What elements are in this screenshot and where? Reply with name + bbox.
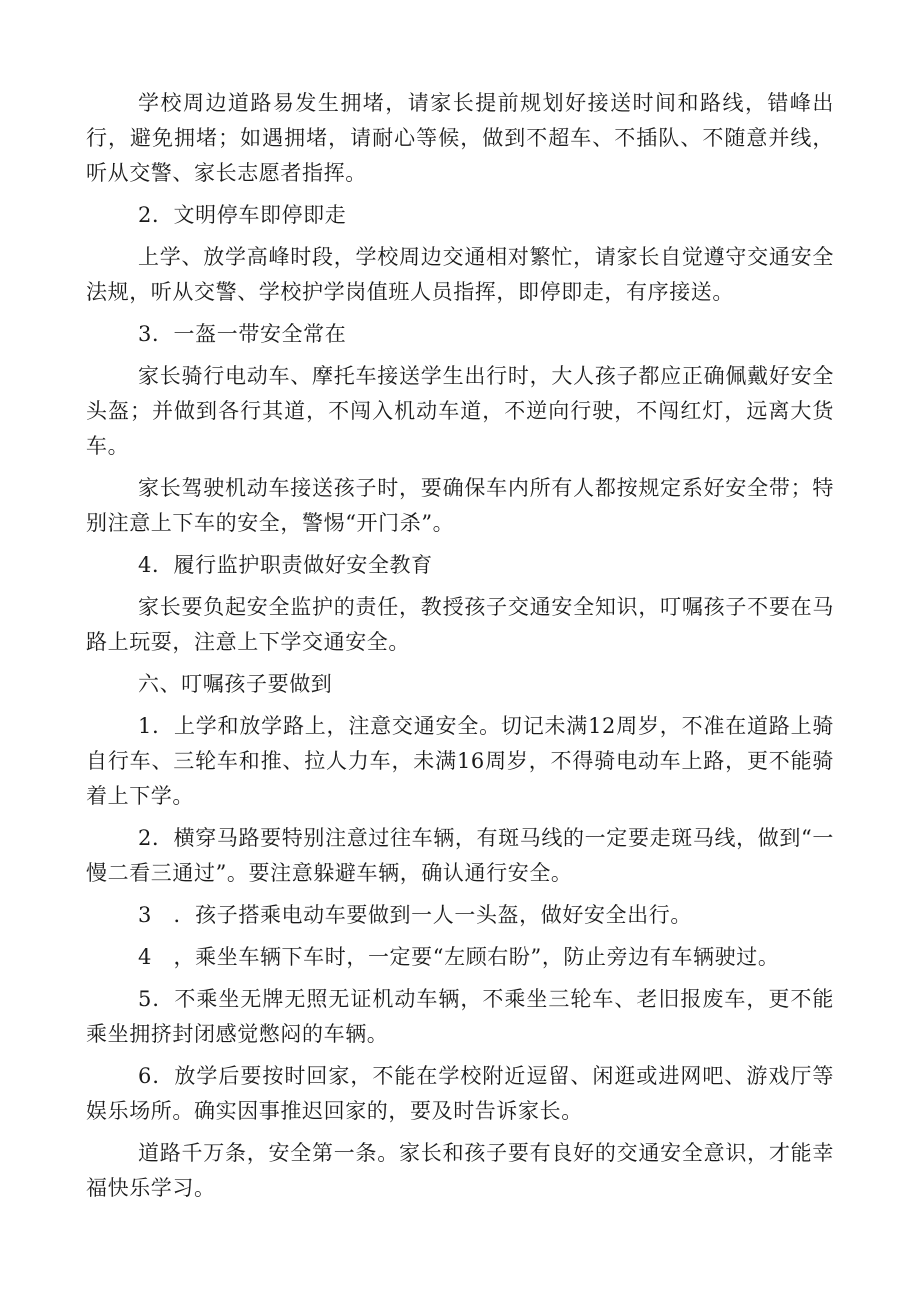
paragraph-parking: 上学、放学高峰时段，学校周边交通相对繁忙，请家长自觉遵守交通安全法规，听从交警、学校护学岗值班人员指挥，即停即走，有序接送。 xyxy=(86,245,834,304)
heading-guardianship: 4．履行监护职责做好安全教育 xyxy=(138,553,433,577)
paragraph-helmet: 家长骑行电动车、摩托车接送学生出行时，大人孩子都应正确佩戴好安全头盔；并做到各行其道，不闯入机动车道，不逆向行驶，不闯红灯，远离大货车。 xyxy=(86,364,834,458)
list-item-4: 4 ，乘坐车辆下车时，一定要“左顾右盼”，防止旁边有车辆驶过。 xyxy=(138,945,780,969)
list-item-5: 5．不乘坐无牌无照无证机动车辆，不乘坐三轮车、老旧报废车，更不能乘坐拥挤封闭感觉憋闷的车辆。 xyxy=(86,987,834,1046)
heading-helmet-belt: 3．一盔一带安全常在 xyxy=(138,322,347,346)
list-item-2: 2．横穿马路要特别注意过往车辆，有斑马线的一定要走斑马线，做到“一慢二看三通过”。要注意躲避车辆，确认通行安全。 xyxy=(86,826,834,885)
document-page xyxy=(86,86,834,1213)
list-item-1: 1．上学和放学路上，注意交通安全。切记未满12周岁，不准在道路上骑自行车、三轮车和推、拉人力车，未满16周岁，不得骑电动车上路，更不能骑着上下学。 xyxy=(86,714,834,808)
heading-civil-parking: 2．文明停车即停即走 xyxy=(138,203,347,227)
list-item-3: 3 ．孩子搭乘电动车要做到一人一头盔，做好安全出行。 xyxy=(138,903,692,927)
paragraph-guardianship: 家长要负起安全监护的责任，教授孩子交通安全知识，叮嘱孩子不要在马路上玩耍，注意上下学交通安全。 xyxy=(86,595,834,654)
paragraph-conclusion: 道路千万条，安全第一条。家长和孩子要有良好的交通安全意识，才能幸福快乐学习。 xyxy=(86,1141,834,1200)
paragraph-seatbelt: 家长驾驶机动车接送孩子时，要确保车内所有人都按规定系好安全带；特别注意上下车的安全，警惕“开门杀”。 xyxy=(86,476,834,535)
list-item-6: 6．放学后要按时回家，不能在学校附近逗留、闲逛或进网吧、游戏厅等娱乐场所。确实因事推迟回家的，要及时告诉家长。 xyxy=(86,1064,834,1123)
heading-remind-children: 六、叮嘱孩子要做到 xyxy=(138,672,333,696)
paragraph-congestion: 学校周边道路易发生拥堵，请家长提前规划好接送时间和路线，错峰出行，避免拥堵；如遇拥堵，请耐心等候，做到不超车、不插队、不随意并线，听从交警、家长志愿者指挥。 xyxy=(86,91,834,185)
